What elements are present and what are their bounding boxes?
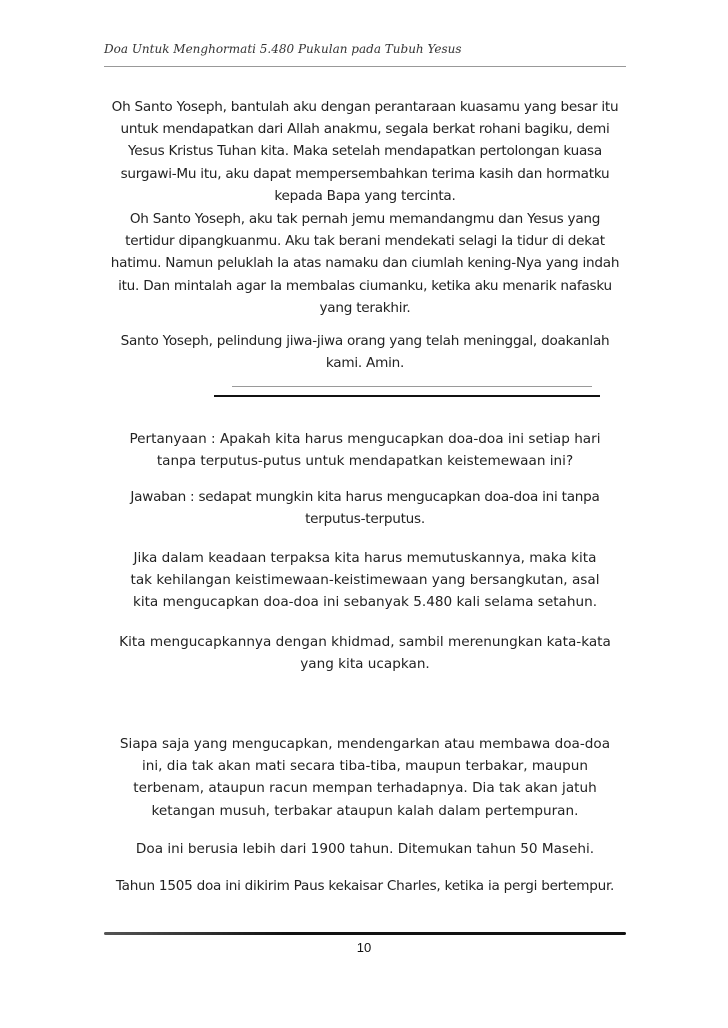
- paragraph-recitation: Kita mengucapkannya dengan khidmad, sambil merenungkan kata-kata yang kita ucapkan.: [119, 634, 611, 673]
- section-divider-thin: [232, 386, 592, 387]
- section-divider-thick: [214, 395, 600, 397]
- paragraph-prayer-3: Santo Yoseph, pelindung jiwa-jiwa orang yang telah meninggal, doakanlah kami. Amin.: [120, 333, 610, 372]
- paragraph-age: Doa ini berusia lebih dari 1900 tahun. Ditemukan tahun 50 Masehi.: [135, 841, 595, 857]
- paragraph-answer: Jawaban : sedapat mungkin kita harus mengucapkan doa-doa ini tanpa terputus-terputus.: [130, 489, 600, 528]
- paragraph-prayer-2: Oh Santo Yoseph, aku tak pernah jemu memandangmu dan Yesus yang tertidur dipangkuanmu. Aku tak berani mendekati selagi Ia tidur di dekat hatimu. Namun peluklah Ia atas namaku dan ciumlah kening-Nya yang indah itu. Dan mintalah agar Ia membalas ciumanku, ketika aku menarik nafasku yang terakhir.: [110, 211, 620, 316]
- header-divider: [104, 66, 626, 67]
- document-title: Doa Untuk Menghormati 5.480 Pukulan pada Tubuh Yesus: [104, 42, 462, 56]
- paragraph-question: Pertanyaan : Apakah kita harus mengucapkan doa-doa ini setiap hari tanpa terputus-putus untuk mendapatkan keistemewaan ini?: [129, 431, 601, 470]
- paragraph-prayer-1: Oh Santo Yoseph, bantulah aku dengan perantaraan kuasamu yang besar itu untuk mendapatkan dari Allah anakmu, segala berkat rohani bagiku, demi Yesus Kristus Tuhan kita. Maka setelah mendapatkan pertolongan kuasa surgawi-Mu itu, aku dapat mempersembahkan terima kasih dan hormatku kepada Bapa yang tercinta.: [111, 99, 619, 204]
- footer-divider: [104, 932, 626, 935]
- paragraph-history: Tahun 1505 doa ini dikirim Paus kekaisar Charles, ketika ia pergi bertempur.: [115, 878, 615, 894]
- paragraph-promise: Siapa saja yang mengucapkan, mendengarkan atau membawa doa-doa ini, dia tak akan mati secara tiba-tiba, maupun terbakar, maupun terbenam, ataupun racun mempan terhadapnya. Dia tak akan jatuh ketangan musuh, terbakar ataupun kalah dalam pertempuran.: [119, 736, 611, 819]
- paragraph-exception: Jika dalam keadaan terpaksa kita harus memutuskannya, maka kita tak kehilangan keistimewaan-keistimewaan yang bersangkutan, asal kita mengucapkan doa-doa ini sebanyak 5.480 kali selama setahun.: [130, 550, 600, 611]
- page-number: 10: [356, 940, 372, 955]
